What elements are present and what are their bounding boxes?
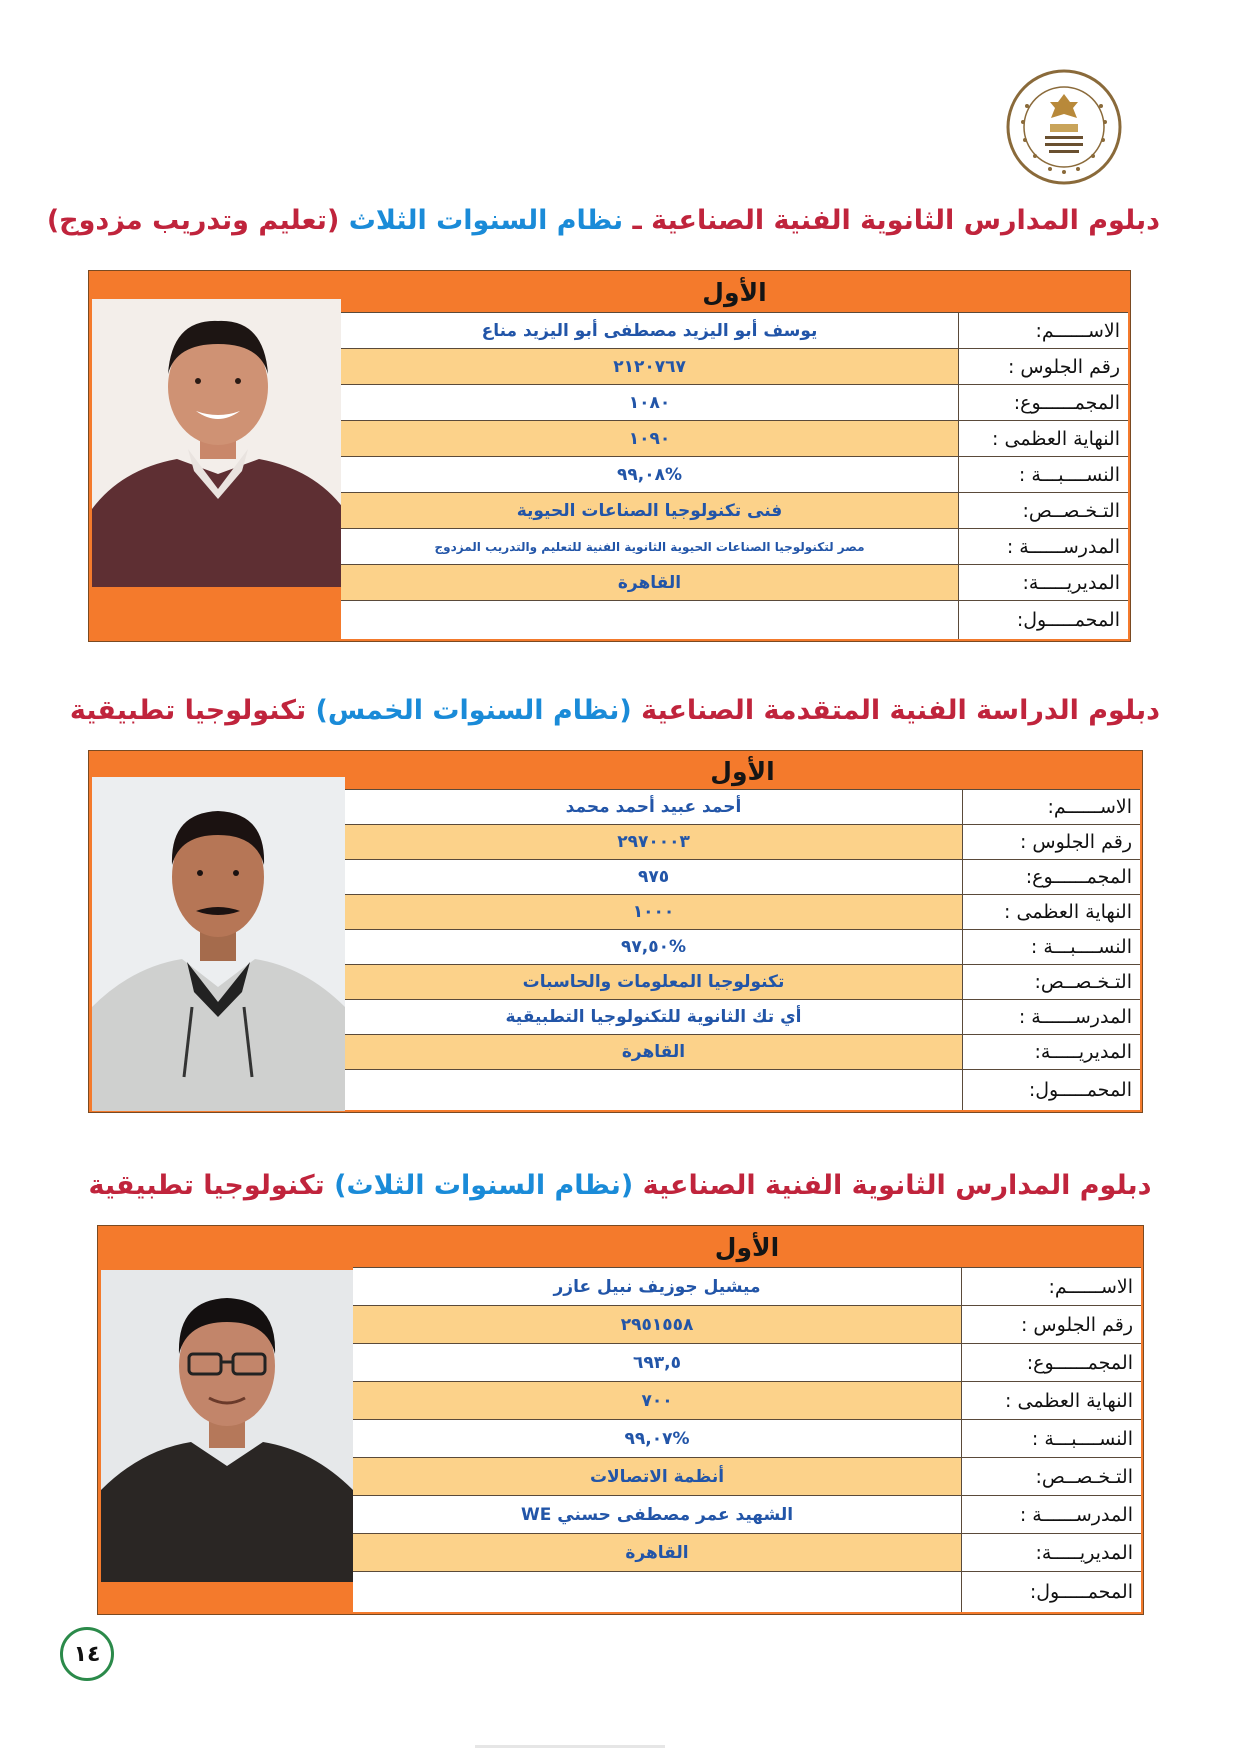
field-row-directorate	[341, 565, 1128, 601]
field-label-max-score: النهاية العظمى :	[961, 1382, 1141, 1419]
field-value-max-score: ١٠٠٠	[632, 902, 675, 922]
field-value-seat-number: ٢١٢٠٧٦٧	[613, 356, 686, 377]
student-info-table	[341, 273, 1128, 639]
field-value-specialization: فنى تكنولوجيا الصناعات الحيوية	[516, 500, 783, 521]
field-label-school: المدرســــــة :	[962, 1000, 1140, 1034]
field-value-school: مصر لتكنولوجيا الصناعات الحيوية الثانوية الفنية للتعليم والتدريب المزدوج	[434, 539, 865, 554]
student-card	[88, 270, 1131, 642]
field-label-school: المدرســــــة :	[958, 529, 1128, 564]
field-row-seat-number	[353, 1306, 1141, 1344]
heading-tail-part: تكنولوجيا تطبيقية	[69, 695, 316, 726]
field-value-max-score: ٧٠٠	[641, 1390, 673, 1411]
student-photo	[92, 299, 344, 587]
field-value-school: الشهيد عمر مصطفى حسني WE	[520, 1504, 794, 1525]
field-row-percentage	[341, 457, 1128, 493]
heading-red-part: دبلوم المدارس الثانوية الفنية الصناعية	[633, 1170, 1152, 1201]
field-row-seat-number	[345, 825, 1140, 860]
rank-header	[341, 273, 1128, 313]
field-value-percentage: %٩٩,٠٨	[617, 464, 683, 485]
heading-blue-part: (نظام السنوات الثلاث)	[334, 1170, 634, 1201]
field-value-name: أحمد عبيد أحمد محمد	[565, 797, 742, 817]
field-row-max-score	[341, 421, 1128, 457]
field-row-directorate	[353, 1534, 1141, 1572]
field-value-directorate: القاهرة	[625, 1542, 689, 1563]
field-row-max-score	[353, 1382, 1141, 1420]
student-info-table	[345, 753, 1140, 1110]
field-row-percentage	[345, 930, 1140, 965]
field-row-name	[345, 790, 1140, 825]
field-row-seat-number	[341, 349, 1128, 385]
bottom-divider	[475, 1745, 665, 1748]
field-label-specialization: التـخـصــص:	[958, 493, 1128, 528]
rank-label: الأول	[714, 1233, 780, 1262]
field-value-seat-number: ٢٩٧٠٠٠٣	[617, 832, 690, 852]
rank-label: الأول	[710, 757, 775, 786]
field-label-max-score: النهاية العظمى :	[962, 895, 1140, 929]
field-row-specialization	[345, 965, 1140, 1000]
field-row-mobile	[345, 1070, 1140, 1110]
field-label-name: الاســــــم:	[962, 790, 1140, 824]
section-heading	[46, 205, 1160, 236]
field-value-school: أي تك الثانوية للتكنولوجيا التطبيقية	[505, 1007, 802, 1027]
field-value-percentage: %٩٧,٥٠	[621, 937, 687, 957]
student-card	[88, 750, 1143, 1113]
heading-red-part: دبلوم المدارس الثانوية الفنية الصناعية ـ	[623, 205, 1160, 236]
field-label-mobile: المحمـــــول:	[962, 1070, 1140, 1110]
student-photo	[101, 1270, 353, 1582]
field-label-total: المجمــــــوع:	[962, 860, 1140, 894]
heading-tail-part: (تعليم وتدريب مزدوج)	[46, 205, 349, 236]
field-row-percentage	[353, 1420, 1141, 1458]
field-label-directorate: المديريـــــة:	[961, 1534, 1141, 1571]
heading-tail-part: تكنولوجيا تطبيقية	[88, 1170, 335, 1201]
field-value-directorate: القاهرة	[617, 572, 682, 593]
field-row-name	[341, 313, 1128, 349]
rank-header	[345, 753, 1140, 790]
field-value-max-score: ١٠٩٠	[628, 428, 671, 449]
field-label-mobile: المحمـــــول:	[958, 601, 1128, 639]
field-value-total: ١٠٨٠	[628, 392, 671, 413]
field-row-total	[353, 1344, 1141, 1382]
field-label-total: المجمــــــوع:	[958, 385, 1128, 420]
field-row-school	[353, 1496, 1141, 1534]
rank-header	[353, 1228, 1141, 1268]
field-row-name	[353, 1268, 1141, 1306]
field-row-specialization	[341, 493, 1128, 529]
field-value-mobile	[353, 1572, 961, 1612]
field-label-seat-number: رقم الجلوس :	[958, 349, 1128, 384]
field-value-total: ٦٩٣,٥	[633, 1352, 681, 1373]
heading-blue-part: نظام السنوات الثلاث	[348, 205, 624, 236]
field-row-total	[341, 385, 1128, 421]
field-row-specialization	[353, 1458, 1141, 1496]
field-label-directorate: المديريـــــة:	[958, 565, 1128, 600]
field-value-mobile	[341, 601, 958, 639]
field-value-name: يوسف أبو اليزيد مصطفى أبو اليزيد مناع	[481, 320, 818, 341]
field-row-mobile	[353, 1572, 1141, 1612]
field-row-school	[345, 1000, 1140, 1035]
section-heading	[80, 1170, 1160, 1201]
page-number: ١٤	[60, 1627, 114, 1681]
field-label-seat-number: رقم الجلوس :	[962, 825, 1140, 859]
field-label-seat-number: رقم الجلوس :	[961, 1306, 1141, 1343]
field-label-total: المجمــــــوع:	[961, 1344, 1141, 1381]
field-label-specialization: التـخـصــص:	[962, 965, 1140, 999]
field-value-mobile	[345, 1070, 962, 1110]
field-label-max-score: النهاية العظمى :	[958, 421, 1128, 456]
field-row-mobile	[341, 601, 1128, 639]
field-label-directorate: المديريـــــة:	[962, 1035, 1140, 1069]
field-value-specialization: أنظمة الاتصالات	[589, 1466, 725, 1487]
field-value-directorate: القاهرة	[621, 1042, 686, 1062]
field-value-name: ميشيل جوزيف نبيل عازر	[553, 1276, 761, 1297]
field-row-directorate	[345, 1035, 1140, 1070]
field-value-seat-number: ٢٩٥١٥٥٨	[620, 1314, 694, 1335]
field-label-name: الاســــــم:	[958, 313, 1128, 348]
student-info-table	[353, 1228, 1141, 1612]
field-label-percentage: النســــبـــة :	[962, 930, 1140, 964]
heading-red-part: دبلوم الدراسة الفنية المتقدمة الصناعية	[631, 695, 1160, 726]
field-row-max-score	[345, 895, 1140, 930]
rank-label: الأول	[702, 278, 767, 307]
field-row-total	[345, 860, 1140, 895]
heading-blue-part: (نظام السنوات الخمس)	[315, 695, 632, 726]
field-label-specialization: التـخـصــص:	[961, 1458, 1141, 1495]
ministry-seal-logo	[1005, 68, 1123, 186]
field-label-mobile: المحمـــــول:	[961, 1572, 1141, 1612]
field-row-school	[341, 529, 1128, 565]
field-label-percentage: النســــبـــة :	[961, 1420, 1141, 1457]
field-value-percentage: %٩٩,٠٧	[624, 1428, 690, 1449]
field-label-percentage: النســــبـــة :	[958, 457, 1128, 492]
student-card	[97, 1225, 1144, 1615]
field-label-school: المدرســــــة :	[961, 1496, 1141, 1533]
field-value-specialization: تكنولوجيا المعلومات والحاسبات	[522, 972, 785, 992]
field-value-total: ٩٧٥	[637, 867, 670, 887]
section-heading	[69, 695, 1160, 726]
student-photo	[92, 777, 345, 1111]
field-label-name: الاســــــم:	[961, 1268, 1141, 1305]
